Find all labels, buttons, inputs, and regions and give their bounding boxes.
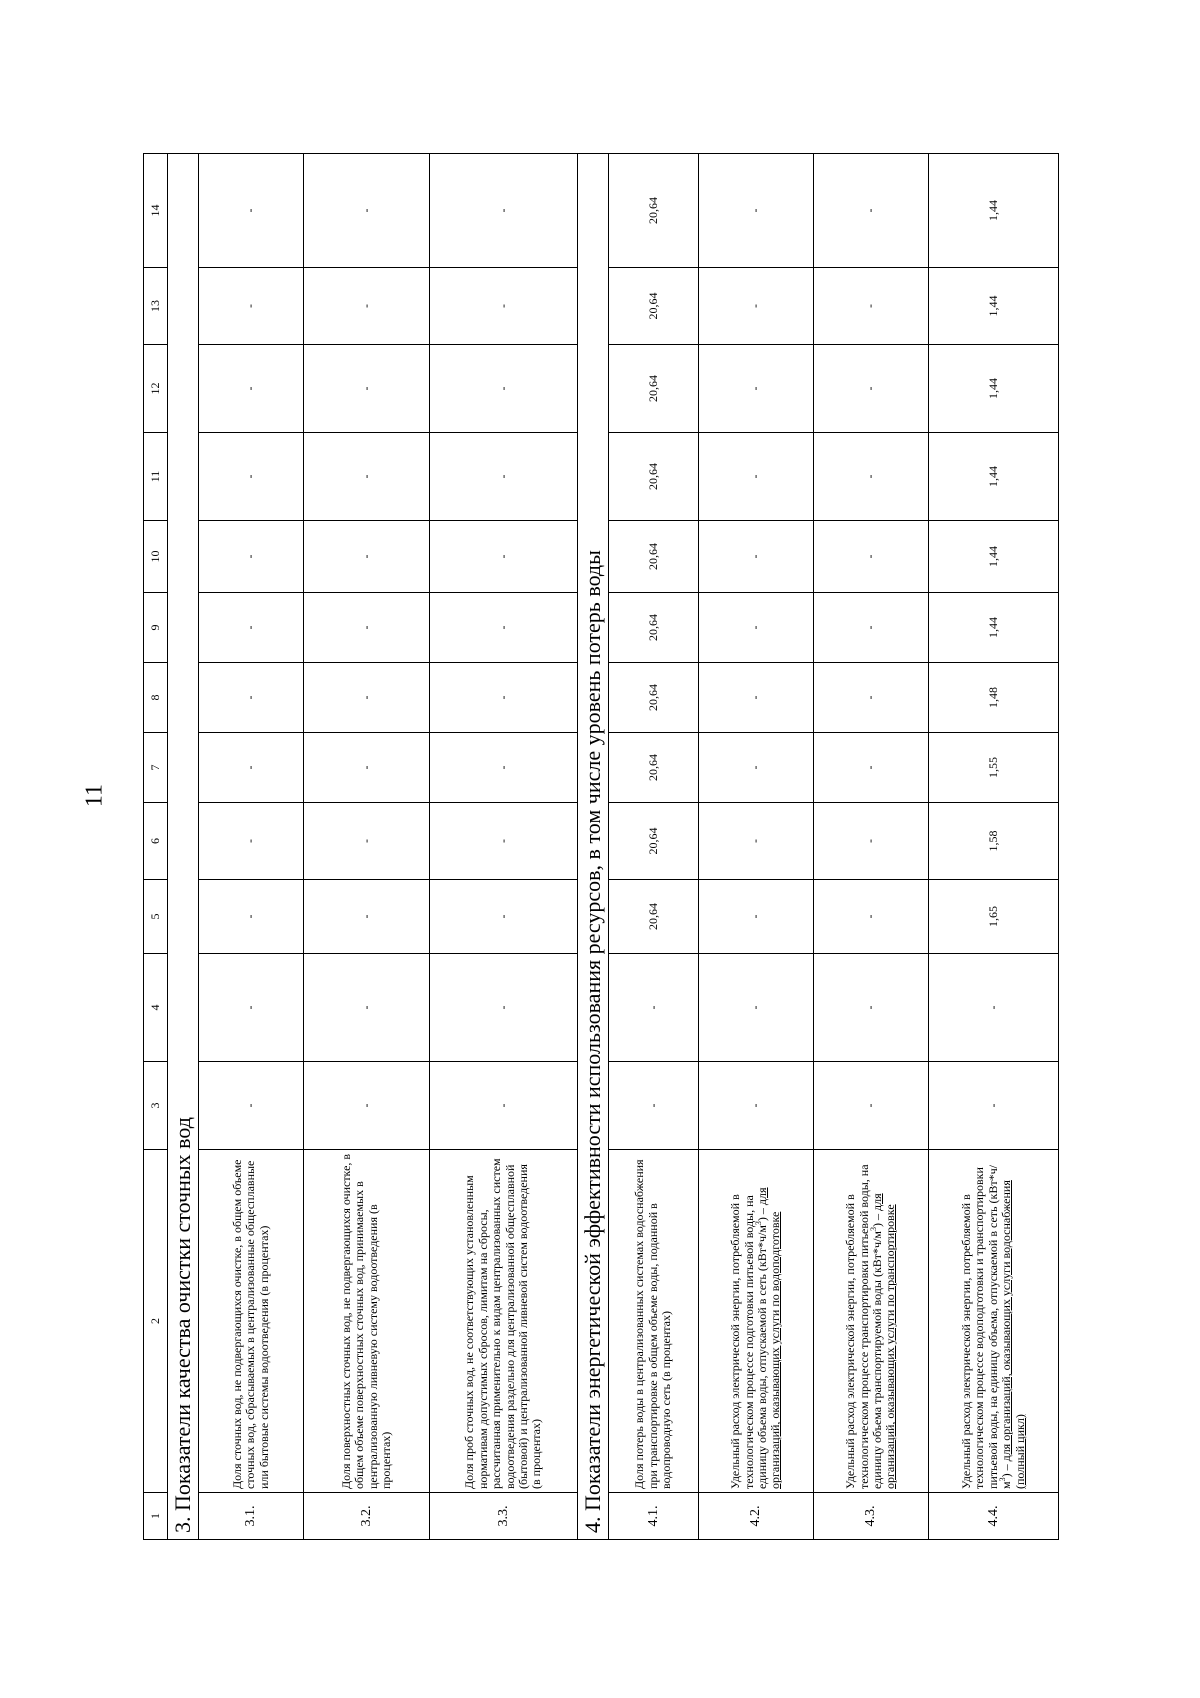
indicator-name-underlined: для организаций, оказывающих услуги по транспортировке	[870, 1193, 898, 1489]
indicator-name	[814, 1150, 929, 1493]
value-cell: -	[699, 880, 814, 954]
value-cell: -	[304, 593, 430, 663]
value-cell: -	[609, 1062, 699, 1150]
value-cell: -	[304, 521, 430, 593]
value-cell: -	[304, 1062, 430, 1150]
row-number: 3.1.	[199, 1493, 304, 1540]
page-number: 11	[81, 783, 108, 808]
rotated-table-container	[143, 154, 1144, 1540]
value-cell: -	[304, 433, 430, 521]
value-cell: -	[699, 593, 814, 663]
table-row-4-4	[929, 154, 1059, 1540]
row-number: 4.2.	[699, 1493, 814, 1540]
value-cell: -	[430, 803, 578, 880]
column-number-row	[144, 154, 168, 1540]
col-number: 1	[144, 1493, 168, 1540]
value-cell: -	[430, 154, 578, 268]
value-cell: -	[814, 1062, 929, 1150]
col-number: 2	[144, 1150, 168, 1493]
indicators-table	[143, 153, 1059, 1540]
row-number: 3.2.	[304, 1493, 430, 1540]
section-3-header	[168, 154, 199, 1540]
value-cell: 1,44	[929, 268, 1059, 345]
value-cell: 20,64	[609, 345, 699, 433]
section-4-header	[578, 154, 609, 1540]
value-cell: -	[199, 880, 304, 954]
value-cell: 1,44	[929, 521, 1059, 593]
value-cell: -	[699, 433, 814, 521]
col-number: 9	[144, 593, 168, 663]
value-cell: -	[199, 1062, 304, 1150]
value-cell: -	[199, 433, 304, 521]
indicator-name-text: Удельный расход электрической энергии, потребляемой в технологическом процессе водоподготовки и транспортировки питьевой воды, на единицу объема, отпускаемой в сеть (кВт*ч/м	[958, 1165, 1014, 1489]
indicator-name-dash: ) –	[755, 1205, 769, 1222]
value-cell: 1,48	[929, 663, 1059, 733]
value-cell: -	[430, 880, 578, 954]
value-cell: -	[430, 663, 578, 733]
section-4-title: 4. Показатели энергетической эффективности использования ресурсов, в том числе уровень потерь воды	[578, 154, 609, 1540]
value-cell: -	[430, 954, 578, 1062]
value-cell: -	[199, 954, 304, 1062]
indicator-name: Доля потерь воды в централизованных системах водоснабжения при транспортировке в общем объеме воды, поданной в водопроводную сеть (в процентах)	[609, 1150, 699, 1493]
col-number: 7	[144, 733, 168, 803]
indicator-name: Доля проб сточных вод, не соответствующих установленным нормативам допустимых сбросов, лимитам на сбросы, рассчитанная применительно к видам централизованных систем водоотведения раздельно для централизованной общесплавной (бытовой) и централизованной ливневой систем водоотведения (в процентах)	[430, 1150, 578, 1493]
value-cell: -	[430, 1062, 578, 1150]
value-cell: -	[929, 1062, 1059, 1150]
value-cell: -	[199, 521, 304, 593]
value-cell: 1,55	[929, 733, 1059, 803]
col-number: 14	[144, 154, 168, 268]
section-3-title: 3. Показатели качества очистки сточных вод	[168, 154, 199, 1540]
col-number: 5	[144, 880, 168, 954]
superscript: 3	[998, 1477, 1008, 1482]
col-number: 10	[144, 521, 168, 593]
value-cell: 1,44	[929, 345, 1059, 433]
value-cell: -	[199, 593, 304, 663]
table-row-4-1	[609, 154, 699, 1540]
value-cell: -	[199, 345, 304, 433]
value-cell: 20,64	[609, 733, 699, 803]
value-cell: -	[430, 433, 578, 521]
col-number: 12	[144, 345, 168, 433]
indicator-name	[929, 1150, 1059, 1493]
value-cell: 20,64	[609, 663, 699, 733]
indicator-name	[699, 1150, 814, 1493]
value-cell: -	[430, 345, 578, 433]
table-row-3-3	[430, 154, 578, 1540]
value-cell: -	[304, 663, 430, 733]
indicator-name-dash: ) –	[999, 1461, 1014, 1478]
value-cell: 20,64	[609, 268, 699, 345]
row-number: 4.4.	[929, 1493, 1059, 1540]
indicator-name: Доля поверхностных сточных вод, не подвергающихся очистке, в общем объеме поверхностных сточных вод, принимаемых в централизованную ливневую систему водоотведения (в процентах)	[304, 1150, 430, 1493]
indicator-name-underlined: для организаций, оказывающих услуги по водоподготовке	[755, 1187, 783, 1489]
value-cell: 20,64	[609, 880, 699, 954]
value-cell: 1,44	[929, 433, 1059, 521]
value-cell: -	[699, 521, 814, 593]
value-cell: -	[304, 733, 430, 803]
value-cell: -	[814, 954, 929, 1062]
value-cell: -	[699, 1062, 814, 1150]
value-cell: -	[430, 268, 578, 345]
row-number: 4.3.	[814, 1493, 929, 1540]
value-cell: -	[609, 954, 699, 1062]
value-cell: 20,64	[609, 803, 699, 880]
value-cell: -	[304, 880, 430, 954]
col-number: 3	[144, 1062, 168, 1150]
table-row-3-1	[199, 154, 304, 1540]
indicator-name-dash: ) –	[870, 1211, 884, 1227]
row-number: 4.1.	[609, 1493, 699, 1540]
value-cell: -	[304, 345, 430, 433]
row-number: 3.3.	[430, 1493, 578, 1540]
value-cell: 20,64	[609, 433, 699, 521]
indicator-name-text: Удельный расход электрической энергии, потребляемой в технологическом процессе транспортировки питьевой воды, на единицу объема транспортируемой воды (кВт*ч/м	[843, 1164, 884, 1489]
value-cell: -	[814, 268, 929, 345]
value-cell: -	[814, 803, 929, 880]
value-cell: -	[304, 154, 430, 268]
col-number: 6	[144, 803, 168, 880]
value-cell: -	[814, 593, 929, 663]
value-cell: 20,64	[609, 154, 699, 268]
value-cell: -	[814, 663, 929, 733]
value-cell: -	[814, 733, 929, 803]
value-cell: -	[199, 733, 304, 803]
value-cell: -	[699, 268, 814, 345]
table-row-3-2	[304, 154, 430, 1540]
superscript: 3	[869, 1227, 878, 1231]
value-cell: -	[814, 345, 929, 433]
value-cell: -	[929, 954, 1059, 1062]
value-cell: -	[199, 803, 304, 880]
col-number: 11	[144, 433, 168, 521]
value-cell: -	[814, 433, 929, 521]
value-cell: -	[699, 345, 814, 433]
value-cell: -	[699, 733, 814, 803]
value-cell: -	[699, 954, 814, 1062]
col-number: 8	[144, 663, 168, 733]
value-cell: -	[304, 803, 430, 880]
value-cell: -	[304, 954, 430, 1062]
indicator-name: Доля сточных вод, не подвергающихся очистке, в общем объеме сточных вод, сбрасываемых в централизованные общесплавные или бытовые системы водоотведения (в процентах)	[199, 1150, 304, 1493]
col-number: 13	[144, 268, 168, 345]
value-cell: -	[699, 154, 814, 268]
value-cell: -	[814, 154, 929, 268]
value-cell: -	[699, 663, 814, 733]
superscript: 3	[754, 1221, 763, 1226]
value-cell: 1,44	[929, 154, 1059, 268]
value-cell: -	[430, 593, 578, 663]
value-cell: -	[814, 521, 929, 593]
value-cell: -	[814, 880, 929, 954]
col-number: 4	[144, 954, 168, 1062]
value-cell: -	[304, 268, 430, 345]
value-cell: 20,64	[609, 521, 699, 593]
value-cell: 20,64	[609, 593, 699, 663]
value-cell: -	[199, 154, 304, 268]
value-cell: 1,44	[929, 593, 1059, 663]
value-cell: 1,65	[929, 880, 1059, 954]
value-cell: -	[199, 268, 304, 345]
value-cell: 1,58	[929, 803, 1059, 880]
indicator-name-text: Удельный расход электрической энергии, потребляемой в технологическом процессе подготовки питьевой воды, на единицу объема воды, отпускаемой в сеть (кВт*ч/м	[728, 1194, 769, 1489]
value-cell: -	[199, 663, 304, 733]
value-cell: -	[430, 521, 578, 593]
table-row-4-3	[814, 154, 929, 1540]
value-cell: -	[699, 803, 814, 880]
indicator-name-underlined: для организаций, оказывающих услуги водоснабжения (полный цикл)	[999, 1180, 1027, 1489]
table-row-4-2	[699, 154, 814, 1540]
value-cell: -	[430, 733, 578, 803]
